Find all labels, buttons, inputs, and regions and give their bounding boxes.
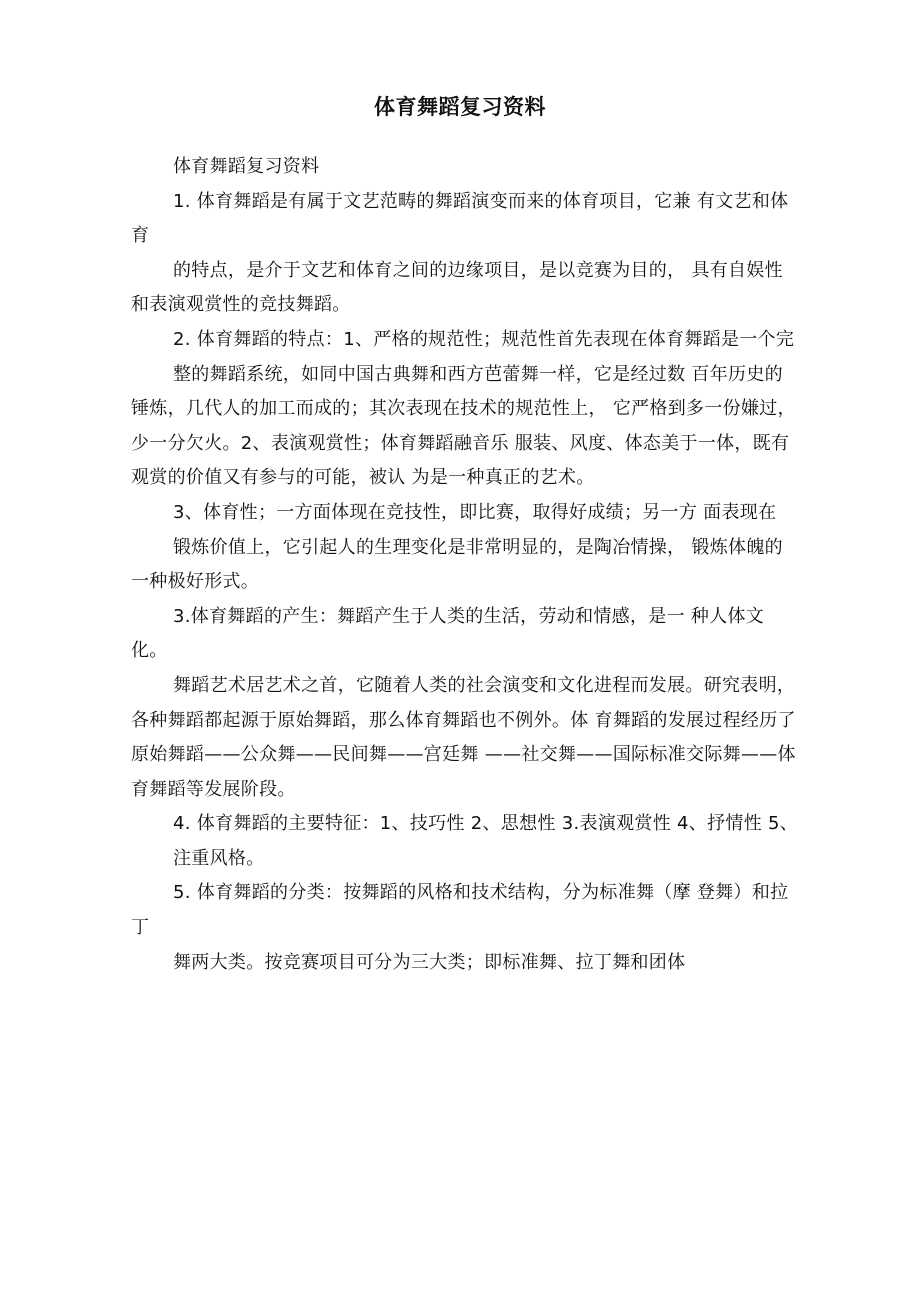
paragraph: 1. 体育舞蹈是有属于文艺范畴的舞蹈演变而来的体育项目，它兼 有文艺和体育 <box>131 190 789 247</box>
paragraph: 整的舞蹈系统，如同中国古典舞和西方芭蕾舞一样，它是经过数 百年历史的锤炼，几代人的加工而成的；其次表现在技术的规范性上， 它严格到多一份嫌过，少一分欠火。2、表演观赏性；体育舞蹈融音乐 服装、风度、体态美于一体，既有观赏的价值又有参与的可能，被认 为是一种真正的艺术。 <box>131 363 796 489</box>
paragraph: 舞两大类。按竞赛项目可分为三大类；即标准舞、拉丁舞和团体 <box>173 951 686 973</box>
paragraph: 3.体育舞蹈的产生：舞蹈产生于人类的生活，劳动和情感，是一 种人体文化。 <box>131 605 765 662</box>
paragraph: 的特点，是介于文艺和体育之间的边缘项目，是以竞赛为目的， 具有自娱性和表演观赏性的竞技舞蹈。 <box>131 259 783 316</box>
paragraph: 3、体育性；一方面体现在竞技性，即比赛，取得好成绩；另一方 面表现在 <box>173 501 777 523</box>
document-title: 体育舞蹈复习资料 <box>374 95 546 119</box>
paragraph: 4. 体育舞蹈的主要特征：1、技巧性 2、思想性 3.表演观赏性 4、抒情性 5、 <box>173 813 799 835</box>
paragraph: 舞蹈艺术居艺术之首，它随着人类的社会演变和文化进程而发展。研究表明，各种舞蹈都起源于原始舞蹈，那么体育舞蹈也不例外。体 育舞蹈的发展过程经历了原始舞蹈——公众舞——民间舞——宫廷舞 ——社交舞——国际标准交际舞——体育舞蹈等发展阶段。 <box>131 674 796 800</box>
document-body <box>131 150 799 980</box>
paragraph: 锻炼价值上，它引起人的生理变化是非常明显的，是陶冶情操， 锻炼体魄的一种极好形式。 <box>131 536 783 593</box>
paragraph: 5. 体育舞蹈的分类：按舞蹈的风格和技术结构，分为标准舞（摩 登舞）和拉丁 <box>131 882 789 939</box>
paragraph: 2. 体育舞蹈的特点：1、严格的规范性；规范性首先表现在体育舞蹈是一个完 <box>173 328 795 350</box>
paragraph: 注重风格。 <box>173 847 265 869</box>
paragraph: 体育舞蹈复习资料 <box>173 156 320 177</box>
